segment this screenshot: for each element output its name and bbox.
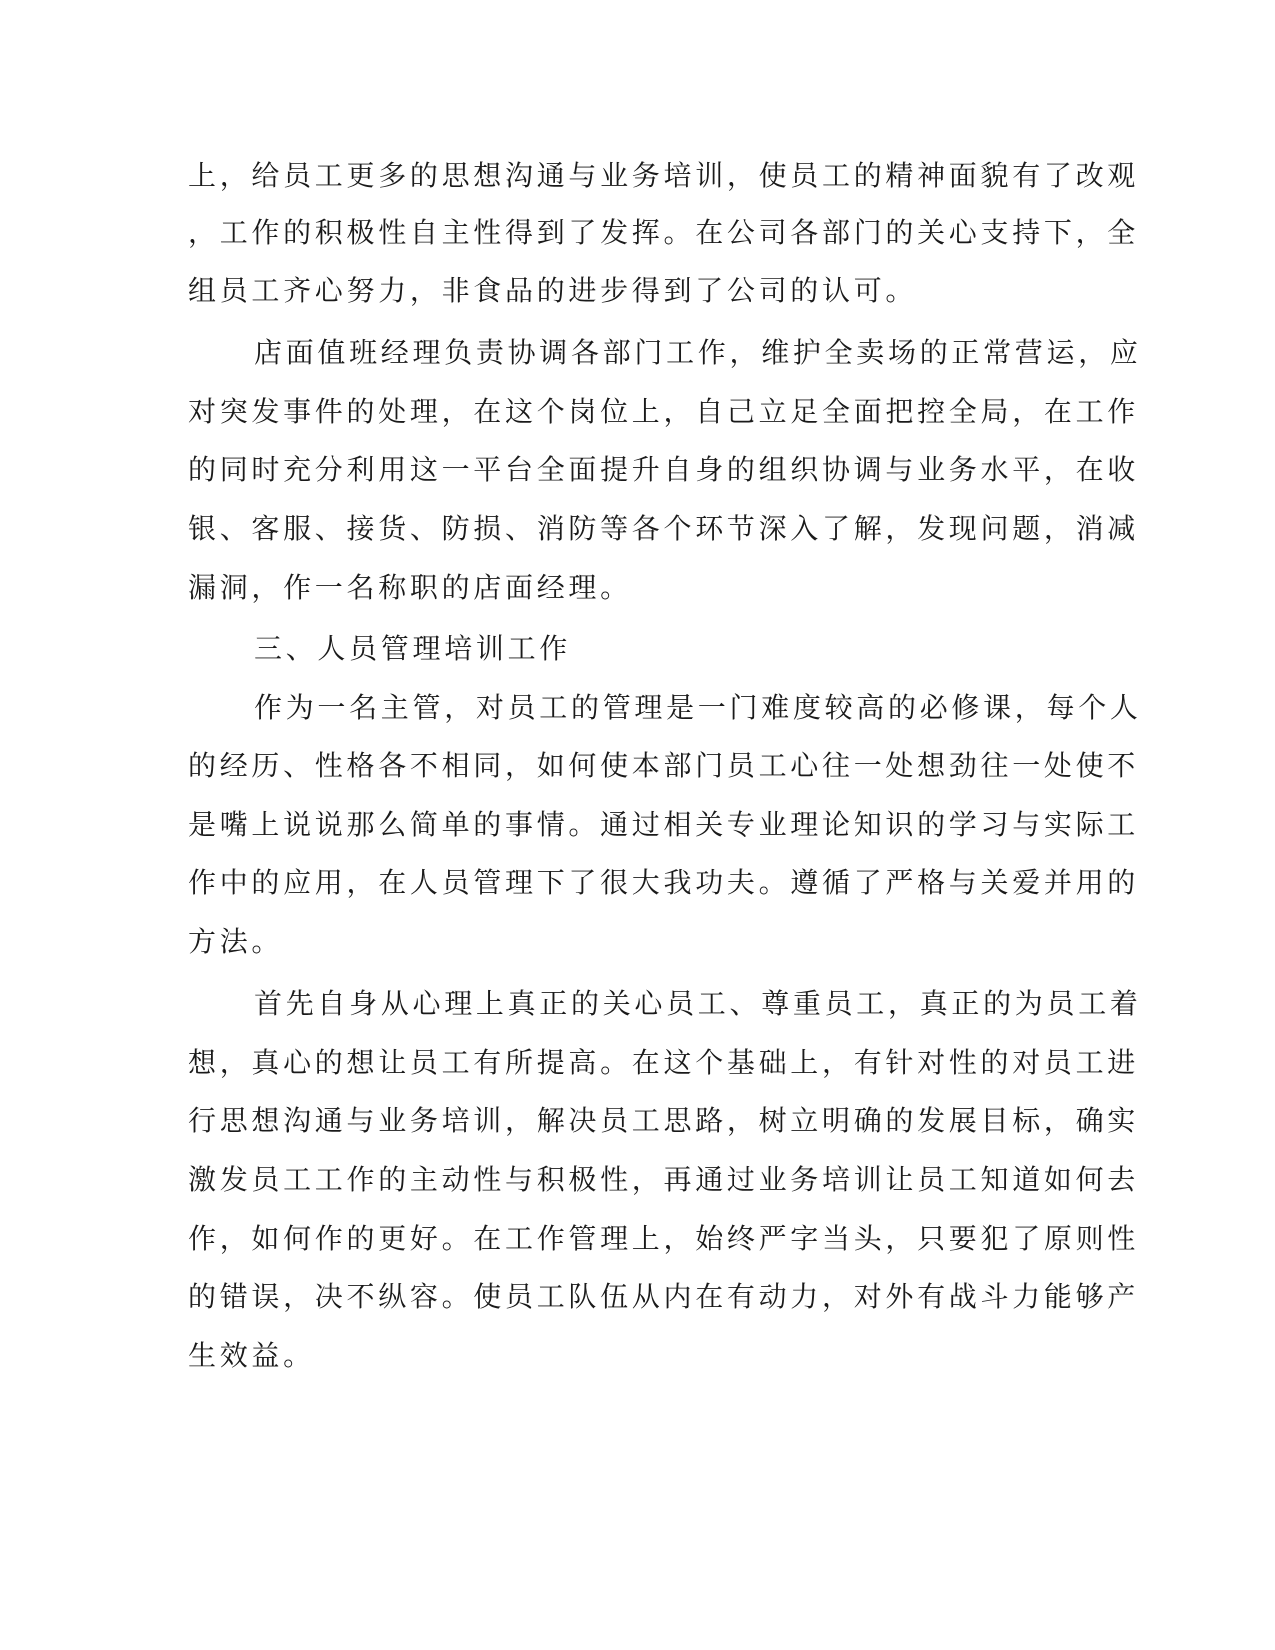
text-line-21: 生效益。 (188, 1339, 315, 1372)
text-line-7: 银、客服、接货、防损、消防等各个环节深入了解，发现问题，消减 (188, 512, 1140, 545)
text-line-12: 是嘴上说说那么简单的事情。通过相关专业理论知识的学习与实际工 (188, 808, 1140, 841)
text-line-19: 作，如何作的更好。在工作管理上，始终严字当头，只要犯了原则性 (188, 1222, 1140, 1255)
text-line-11: 的经历、性格各不相同，如何使本部门员工心往一处想劲往一处使不 (188, 749, 1140, 782)
paragraph-indent-line-1: 店面值班经理负责协调各部门工作，维护全卖场的正常营运，应 (254, 336, 1142, 369)
text-line-6: 的同时充分利用这一平台全面提升自身的组织协调与业务水平，在收 (188, 453, 1140, 486)
paragraph-indent-line-3: 首先自身从心理上真正的关心员工、尊重员工，真正的为员工着 (254, 987, 1142, 1020)
text-line-14: 方法。 (188, 925, 284, 958)
text-line-17: 行思想沟通与业务培训，解决员工思路，树立明确的发展目标，确实 (188, 1104, 1140, 1137)
text-line-18: 激发员工工作的主动性与积极性，再通过业务培训让员工知道如何去 (188, 1163, 1140, 1196)
text-line-13: 作中的应用，在人员管理下了很大我功夫。遵循了严格与关爱并用的 (188, 866, 1140, 899)
text-line-20: 的错误，决不纵容。使员工队伍从内在有动力，对外有战斗力能够产 (188, 1280, 1140, 1313)
text-line-5: 对突发事件的处理，在这个岗位上，自己立足全面把控全局，在工作 (188, 395, 1140, 428)
text-line-3: 组员工齐心努力，非食品的进步得到了公司的认可。 (188, 274, 918, 307)
text-line-8: 漏洞，作一名称职的店面经理。 (188, 571, 632, 604)
paragraph-indent-line-2: 作为一名主管，对员工的管理是一门难度较高的必修课，每个人 (254, 691, 1142, 724)
text-line-16: 想，真心的想让员工有所提高。在这个基础上，有针对性的对员工进 (188, 1046, 1140, 1079)
section-heading: 三、人员管理培训工作 (254, 632, 572, 665)
text-line-1: 上，给员工更多的思想沟通与业务培训，使员工的精神面貌有了改观 (188, 159, 1140, 192)
text-line-2: ，工作的积极性自主性得到了发挥。在公司各部门的关心支持下，全 (188, 216, 1140, 249)
